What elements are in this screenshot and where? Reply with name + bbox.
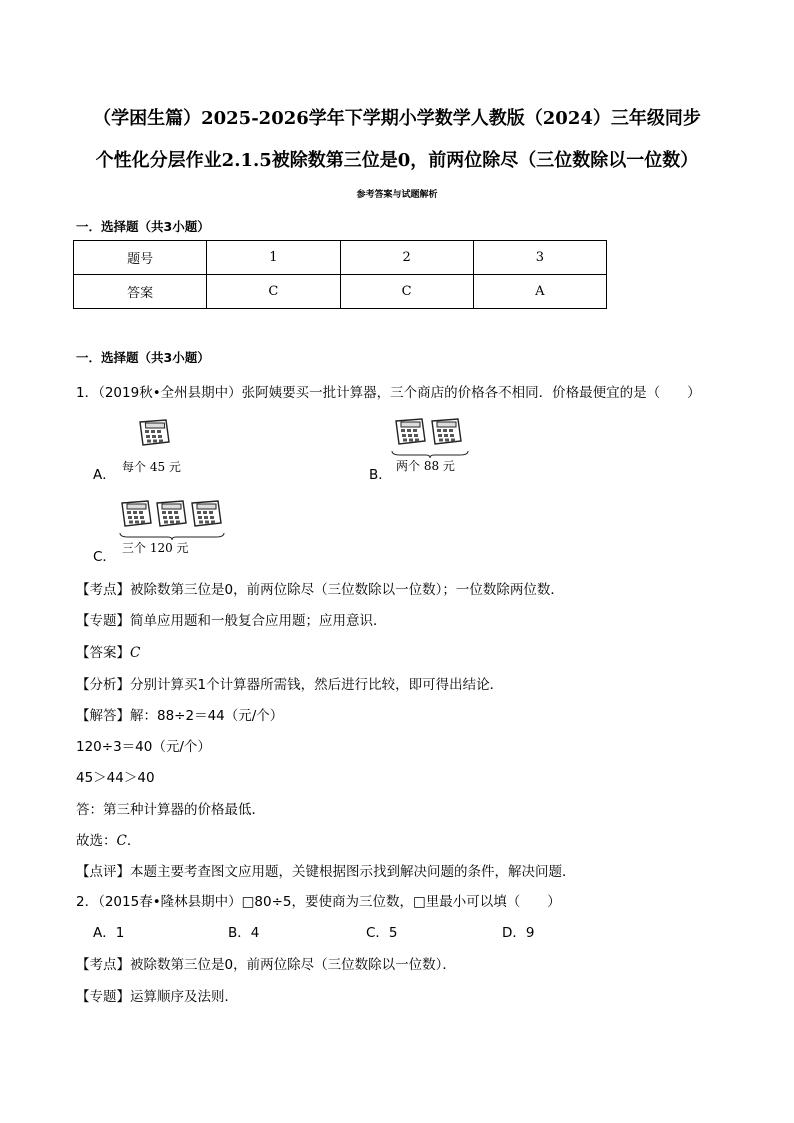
option-a-caption: 每个 45 元 bbox=[122, 460, 181, 474]
step5-prefix: 故选： bbox=[76, 833, 117, 849]
q1-step-4: 答：第三种计算器的价格最低． bbox=[76, 802, 265, 818]
zhuanti-text: 简单应用题和一般复合应用题；应用意识． bbox=[130, 613, 387, 629]
q1-kaodian-line bbox=[76, 578, 564, 598]
option-a-letter: A． bbox=[93, 467, 116, 483]
kaodian-text: 被除数第三位是0，前两位除尽（三位数除以一位数）；一位数除两位数． bbox=[130, 582, 564, 598]
zhuanti-tag: 【专题】 bbox=[76, 989, 130, 1005]
kaodian-text: 被除数第三位是0，前两位除尽（三位数除以一位数）． bbox=[130, 957, 456, 973]
kaodian-tag: 【考点】 bbox=[76, 957, 130, 973]
table-cell: C bbox=[207, 275, 340, 309]
dianping-text: 本题主要考查图文应用题，关键根据图示找到解决问题的条件，解决问题． bbox=[130, 864, 576, 880]
table-cell: 答案 bbox=[74, 275, 207, 309]
table-cell: A bbox=[473, 275, 606, 309]
q1-step-5 bbox=[76, 829, 140, 849]
zhuanti-tag: 【专题】 bbox=[76, 613, 130, 629]
calculator-icon bbox=[188, 499, 222, 529]
table-row bbox=[74, 241, 607, 275]
jieda-tag: 【解答】 bbox=[76, 708, 130, 724]
calculator-icon bbox=[118, 499, 152, 529]
document-subtitle: 参考答案与试题解析 bbox=[356, 190, 438, 200]
table-cell: 1 bbox=[207, 241, 340, 275]
daan-text: C bbox=[130, 645, 141, 661]
q1-dianping-line bbox=[76, 860, 576, 880]
q2-kaodian-line bbox=[76, 953, 456, 973]
document-title-line-1: （学困生篇）2025-2026学年下学期小学数学人教版（2024）三年级同步 bbox=[93, 108, 701, 129]
q1-daan-line bbox=[76, 641, 140, 661]
option-c-image bbox=[116, 497, 236, 557]
question-1-stem: 1．（2019秋•全州县期中）张阿姨要买一批计算器，三个商店的价格各不相同．价格最便宜的是（ ） bbox=[76, 385, 701, 401]
q1-step-3: 45＞44＞40 bbox=[76, 770, 155, 786]
q1-fenxi-line bbox=[76, 673, 503, 693]
q1-jieda-line bbox=[76, 704, 283, 724]
table-cell: 题号 bbox=[74, 241, 207, 275]
fenxi-text: 分别计算买1个计算器所需钱，然后进行比较，即可得出结论． bbox=[130, 677, 504, 693]
q1-step-2: 120÷3＝40（元/个） bbox=[76, 739, 211, 755]
option-a-image bbox=[122, 418, 190, 478]
option-b-letter: B． bbox=[369, 467, 392, 483]
calculator-icon bbox=[136, 418, 170, 448]
fenxi-tag: 【分析】 bbox=[76, 677, 130, 693]
q2-choice-d: D．9 bbox=[502, 925, 535, 941]
section-heading-questions: 一．选择题（共3小题） bbox=[76, 350, 210, 365]
table-cell: 2 bbox=[340, 241, 473, 275]
q2-zhuanti-line bbox=[76, 985, 238, 1005]
table-cell: 3 bbox=[473, 241, 606, 275]
jieda-text: 解：88÷2＝44（元/个） bbox=[130, 708, 284, 724]
option-b-caption: 两个 88 元 bbox=[396, 459, 455, 473]
calculator-icon bbox=[153, 499, 187, 529]
document-title-line-2: 个性化分层作业2.1.5被除数第三位是0，前两位除尽（三位数除以一位数） bbox=[95, 150, 699, 171]
option-b-image bbox=[390, 415, 480, 475]
question-2-stem: 2．（2015春•隆林县期中）□80÷5，要使商为三位数，□里最小可以填（ ） bbox=[76, 894, 561, 910]
table-row bbox=[74, 275, 607, 309]
step5-choice: C bbox=[116, 833, 127, 849]
option-c-caption: 三个 120 元 bbox=[122, 541, 189, 555]
q2-choice-b: B．4 bbox=[228, 925, 260, 941]
step5-suffix: ． bbox=[126, 833, 141, 849]
kaodian-tag: 【考点】 bbox=[76, 582, 130, 598]
table-cell: C bbox=[340, 275, 473, 309]
q2-choice-a: A．1 bbox=[93, 925, 125, 941]
option-c-letter: C． bbox=[93, 549, 116, 565]
calculator-icon bbox=[392, 417, 426, 447]
answer-table bbox=[73, 240, 607, 309]
q2-choice-c: C．5 bbox=[366, 925, 398, 941]
section-heading-answers: 一．选择题（共3小题） bbox=[76, 219, 210, 234]
dianping-tag: 【点评】 bbox=[76, 864, 130, 880]
q1-zhuanti-line bbox=[76, 609, 387, 629]
calculator-icon bbox=[428, 417, 462, 447]
zhuanti-text: 运算顺序及法则． bbox=[130, 989, 238, 1005]
daan-tag: 【答案】 bbox=[76, 645, 130, 661]
